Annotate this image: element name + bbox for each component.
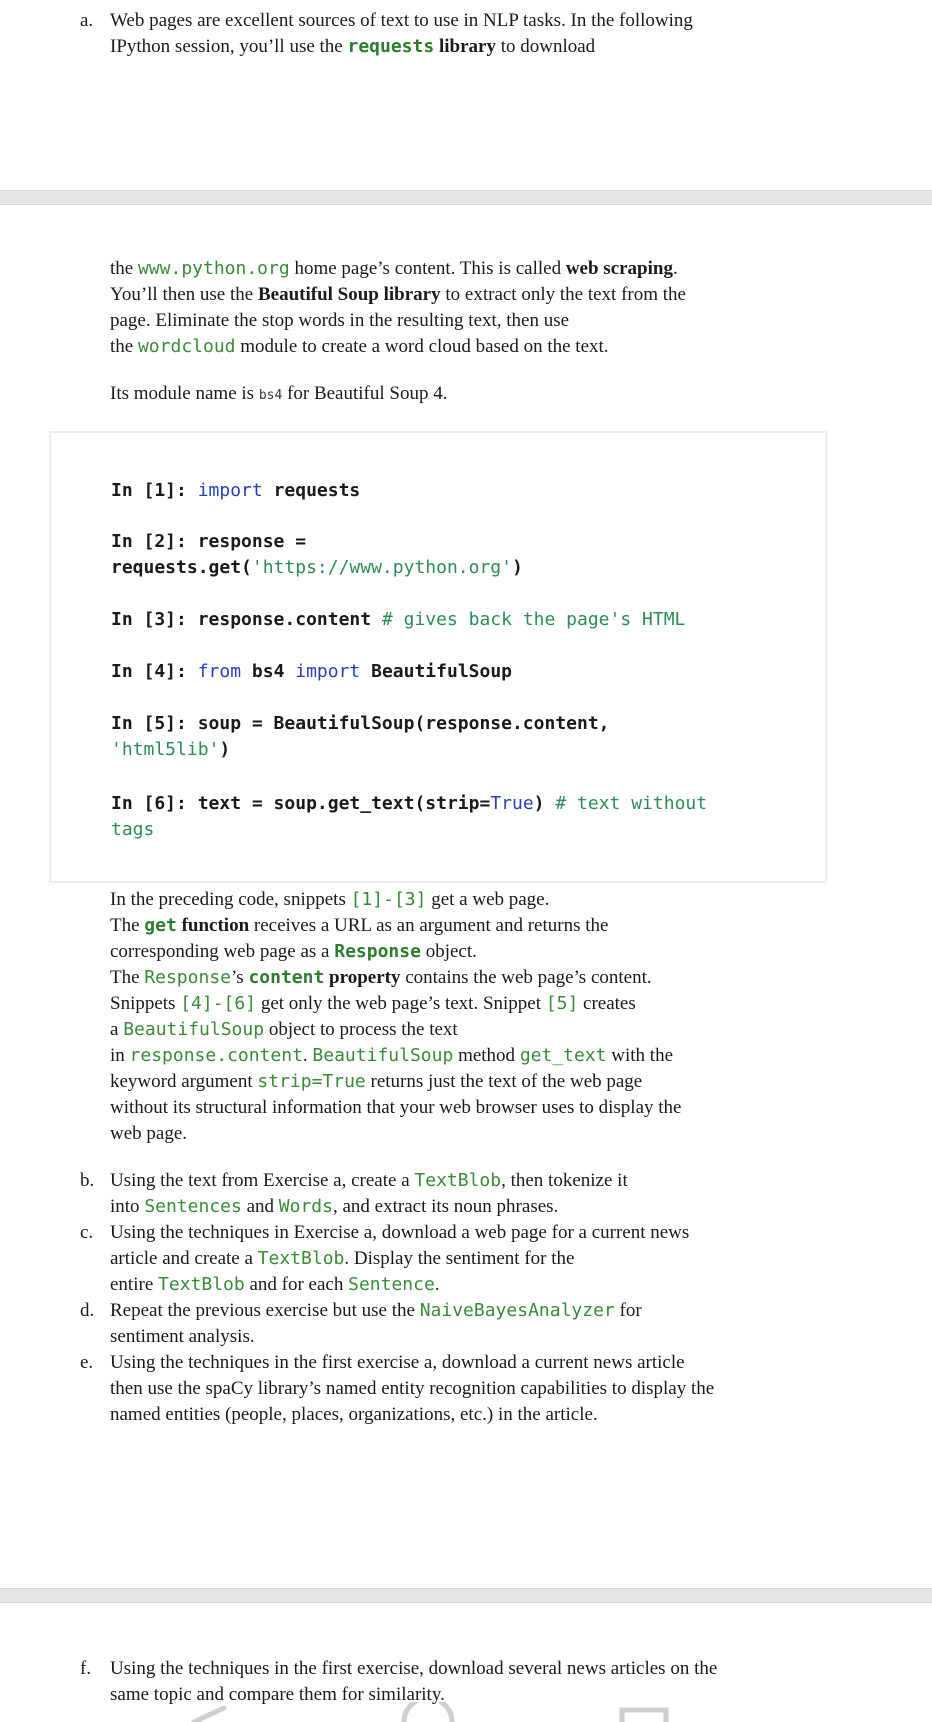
text-span: keyword argument: [110, 1071, 258, 1092]
code-line-6b: [111, 817, 154, 843]
explanation-line-9: without its structural information that your web browser uses to display the: [110, 1097, 682, 1118]
text-span: article and create a: [110, 1248, 258, 1269]
exercise-c-line-3: [110, 1272, 830, 1298]
code-text: response =: [197, 531, 307, 552]
code-text: requests.get(: [111, 557, 252, 578]
text-span: get a web page.: [426, 889, 550, 910]
code-explanation: [110, 887, 830, 1147]
bold-function: function: [176, 915, 250, 936]
text-span: Its module name is: [110, 383, 259, 404]
exercise-a-intro-line-2: [110, 34, 830, 60]
exercise-f-letter: f.: [80, 1658, 92, 1679]
text-span: contains the web page’s content.: [400, 967, 652, 988]
exercise-f-line-1: Using the techniques in the first exercise, download several news articles on the: [110, 1658, 718, 1679]
comment: # text without: [555, 793, 708, 814]
code-strip-true: strip=True: [257, 1071, 366, 1092]
exercise-a-intro: [110, 8, 830, 60]
back-icon[interactable]: [180, 1704, 240, 1722]
text-span: Using the text from Exercise a, create a: [110, 1170, 415, 1191]
text-span: home page’s content. This is called: [289, 258, 566, 279]
exercise-d-letter: d.: [80, 1300, 95, 1321]
text-span: into: [110, 1196, 145, 1217]
text-span: to download: [495, 36, 596, 57]
text-span: the: [110, 258, 138, 279]
text-span: , and extract its noun phrases.: [332, 1196, 559, 1217]
bold-property: property: [324, 967, 401, 988]
explanation-line-5: [110, 991, 830, 1017]
explanation-line-2: [110, 913, 830, 939]
code-line-3: [111, 607, 685, 633]
explanation-line-1: [110, 887, 830, 913]
prompt: In [2]:: [111, 531, 198, 552]
code-text: requests: [262, 480, 361, 501]
text-span: object.: [420, 941, 477, 962]
code-response: Response: [334, 941, 421, 962]
code-response: Response: [144, 967, 231, 988]
exercise-f: [110, 1656, 830, 1708]
text-span: corresponding web page as a: [110, 941, 335, 962]
home-icon[interactable]: [398, 1702, 458, 1722]
keyword-true: True: [490, 793, 534, 814]
bold-library: library: [434, 36, 496, 57]
exercise-e: [110, 1350, 830, 1428]
code-requests: requests: [347, 36, 435, 57]
code-text: ): [511, 557, 523, 578]
code-words: Words: [278, 1196, 333, 1217]
string: 'https://www.python.org': [251, 557, 512, 578]
exercise-b: [110, 1168, 830, 1220]
exercise-a-body-line-1: [110, 256, 830, 282]
exercise-e-letter: e.: [80, 1352, 94, 1373]
code-text: response.content: [197, 609, 382, 630]
exercise-b-line-1: [110, 1168, 830, 1194]
exercise-b-letter: b.: [80, 1170, 95, 1191]
exercise-d: [110, 1298, 830, 1350]
text-span: ’s: [231, 967, 249, 988]
string: 'html5lib': [111, 739, 220, 760]
code-line-4: [111, 659, 512, 685]
text-span: a: [110, 1019, 124, 1040]
keyword: from: [197, 661, 242, 682]
code-get-text: get_text: [519, 1045, 607, 1066]
text-span: You’ll then use the: [110, 284, 258, 305]
keyword: import: [197, 480, 263, 501]
exercise-f-line-2: same topic and compare them for similarity.: [110, 1684, 445, 1705]
text-span: The: [110, 915, 145, 936]
code-line-2b: [111, 555, 523, 581]
text-span: .: [434, 1274, 440, 1295]
code-snippet-ref: [1]-[3]: [350, 889, 427, 910]
text-span: . Display the sentiment for the: [344, 1248, 575, 1269]
code-text: ): [219, 739, 231, 760]
text-span: for: [614, 1300, 642, 1321]
code-block: [49, 431, 827, 883]
exercise-e-line-2: then use the spaCy library’s named entity recognition capabilities to display the: [110, 1378, 715, 1399]
explanation-line-4: [110, 965, 830, 991]
exercise-e-line-3: named entities (people, places, organizations, etc.) in the article.: [110, 1404, 598, 1425]
text-span: .: [672, 258, 678, 279]
exercise-d-line-2: sentiment analysis.: [110, 1326, 255, 1347]
code-wordcloud: wordcloud: [137, 336, 236, 357]
text-span: returns just the text of the web page: [365, 1071, 643, 1092]
text-span: .: [302, 1045, 313, 1066]
bold-beautiful-soup: Beautiful Soup library: [257, 284, 441, 305]
explanation-line-8: [110, 1069, 830, 1095]
text-span: receives a URL as an argument and returns the: [249, 915, 609, 936]
text-span: to extract only the text from the: [440, 284, 686, 305]
text-span: in: [110, 1045, 130, 1066]
exercise-d-line-1: [110, 1298, 830, 1324]
exercise-c-line-1: Using the techniques in Exercise a, download a web page for a current news: [110, 1222, 690, 1243]
code-get: get: [144, 915, 177, 936]
prompt: In [3]:: [111, 609, 198, 630]
prompt: In [5]:: [111, 713, 198, 734]
code-line-2a: [111, 529, 306, 555]
exercise-c-line-2: [110, 1246, 830, 1272]
text-span: Snippets: [110, 993, 181, 1014]
recent-apps-icon[interactable]: [618, 1704, 670, 1722]
text-span: creates: [578, 993, 636, 1014]
bold-web-scraping: web scraping: [565, 258, 673, 279]
code-text: text = soup.get_text(strip=: [197, 793, 491, 814]
explanation-line-10: web page.: [110, 1123, 188, 1144]
text-span: Repeat the previous exercise but use the: [110, 1300, 420, 1321]
text-span: for Beautiful Soup 4.: [282, 383, 448, 404]
code-line-5a: [111, 711, 610, 737]
exercise-a-body-line-4: [110, 334, 830, 360]
prompt: In [6]:: [111, 793, 198, 814]
text-span: IPython session, you’ll use the: [110, 36, 348, 57]
code-line-1: [111, 478, 360, 504]
exercise-a-body-line-2: [110, 282, 830, 308]
code-line-5b: [111, 737, 230, 763]
text-span: with the: [606, 1045, 674, 1066]
exercise-c: [110, 1220, 830, 1298]
keyword: import: [295, 661, 361, 682]
text-span: the: [110, 336, 138, 357]
code-python-org: www.python.org: [137, 258, 290, 279]
code-beautifulsoup: BeautifulSoup: [312, 1045, 454, 1066]
code-text: soup = BeautifulSoup(response.content,: [197, 713, 610, 734]
code-beautifulsoup: BeautifulSoup: [123, 1019, 265, 1040]
text-span: entire: [110, 1274, 159, 1295]
text-span: , then tokenize it: [501, 1170, 628, 1191]
explanation-line-6: [110, 1017, 830, 1043]
text-span: object to process the text: [264, 1019, 458, 1040]
exercise-c-letter: c.: [80, 1222, 94, 1243]
exercise-e-line-1: Using the techniques in the first exercise a, download a current news article: [110, 1352, 685, 1373]
code-response-content: response.content: [129, 1045, 303, 1066]
prompt: In [1]:: [111, 480, 198, 501]
text-span: In the preceding code, snippets: [110, 889, 351, 910]
code-text: bs4: [241, 661, 296, 682]
explanation-line-7: [110, 1043, 830, 1069]
exercise-a-body-line-3: page. Eliminate the stop words in the resulting text, then use: [110, 310, 570, 331]
comment: # gives back the page's HTML: [381, 609, 686, 630]
code-text: BeautifulSoup: [360, 661, 512, 682]
code-bs4: bs4: [258, 388, 283, 403]
code-textblob: TextBlob: [414, 1170, 502, 1191]
exercise-b-line-2: [110, 1194, 830, 1220]
code-textblob: TextBlob: [158, 1274, 245, 1295]
text-span: and: [241, 1196, 279, 1217]
text-span: module to create a word cloud based on the text.: [235, 336, 609, 357]
page-divider: [0, 190, 932, 205]
page-divider: [0, 1588, 932, 1603]
exercise-a-intro-line-1: Web pages are excellent sources of text to use in NLP tasks. In the following: [110, 10, 693, 31]
exercise-a-letter: a.: [80, 10, 94, 31]
code-snippet-ref: [4]-[6]: [180, 993, 257, 1014]
text-span: get only the web page’s text. Snippet: [256, 993, 546, 1014]
code-content: content: [248, 967, 325, 988]
module-note: [110, 381, 830, 409]
code-line-6a: [111, 791, 707, 817]
code-text: ): [533, 793, 556, 814]
explanation-line-3: [110, 939, 830, 965]
text-span: and for each: [244, 1274, 349, 1295]
code-snippet-ref: [5]: [545, 993, 579, 1014]
code-textblob: TextBlob: [257, 1248, 345, 1269]
code-sentence: Sentence: [348, 1274, 435, 1295]
text-span: The: [110, 967, 145, 988]
text-span: method: [453, 1045, 520, 1066]
code-naivebayesanalyzer: NaiveBayesAnalyzer: [419, 1300, 615, 1321]
code-sentences: Sentences: [144, 1196, 242, 1217]
comment: tags: [111, 819, 155, 840]
prompt: In [4]:: [111, 661, 198, 682]
exercise-a-body: [110, 256, 830, 360]
